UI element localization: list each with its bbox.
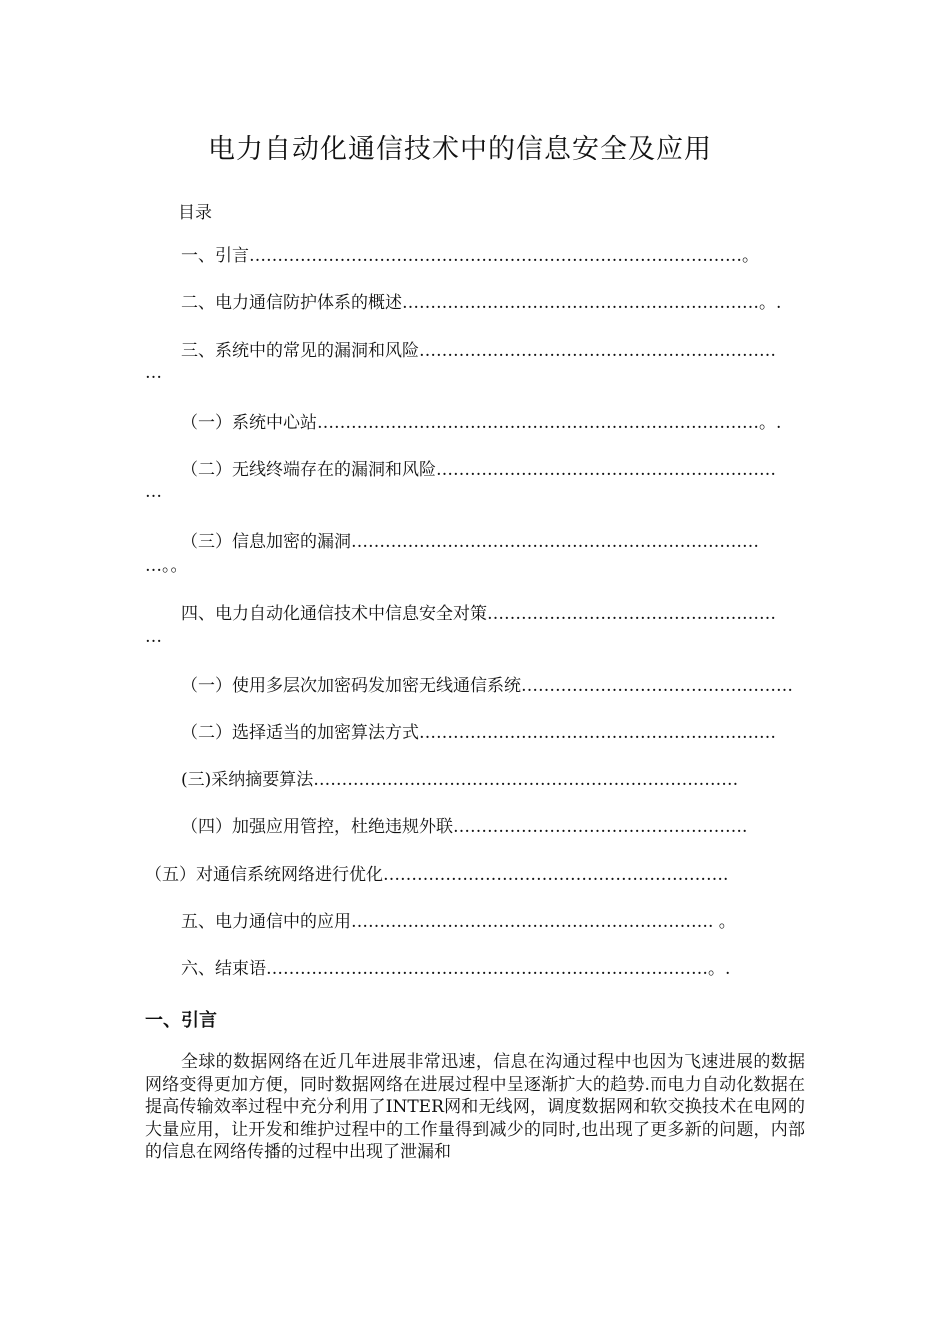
toc-heading: 目录 xyxy=(178,203,212,223)
toc-item-conclusion[interactable]: 六、结束语……………………………………………………………………。. xyxy=(181,959,731,979)
toc-item-central-station[interactable]: （一）系统中心站……………………………………………………………………。. xyxy=(181,413,782,433)
toc-item-encryption-vulnerability-cont: …。。 xyxy=(145,556,188,576)
toc-item-power-communication-application[interactable]: 五、电力通信中的应用………………………………………………………. 。 xyxy=(181,912,736,932)
toc-item-multilayer-encryption[interactable]: （一）使用多层次加密码发加密无线通信系统………………………………………… xyxy=(181,676,793,696)
toc-item-vulnerabilities-risks-cont: … xyxy=(145,363,162,383)
toc-item-application-control[interactable]: （四）加强应用管控，杜绝违规外联……………………………………………. xyxy=(181,817,748,837)
toc-item-wireless-terminal[interactable]: （二）无线终端存在的漏洞和风险…………………………………………………… xyxy=(181,460,776,480)
toc-item-protection-overview[interactable]: 二、电力通信防护体系的概述………………………………………………………。. xyxy=(181,293,782,313)
toc-item-digest-algorithm[interactable]: (三)采纳摘要算法………………………………………………………………… xyxy=(181,770,739,790)
toc-item-security-countermeasures[interactable]: 四、电力自动化通信技术中信息安全对策…………………………………………… xyxy=(181,604,776,624)
section-heading-introduction: 一、引言 xyxy=(145,1010,217,1031)
toc-item-network-optimization[interactable]: （五）对通信系统网络进行优化……………………………………………………. xyxy=(145,865,729,885)
document-title: 电力自动化通信技术中的信息安全及应用 xyxy=(208,134,712,165)
toc-item-wireless-terminal-cont: … xyxy=(145,482,162,502)
toc-item-encryption-algorithm[interactable]: （二）选择适当的加密算法方式……………………………………………………… xyxy=(181,723,776,743)
body-paragraph: 全球的数据网络在近几年进展非常迅速，信息在沟通过程中也因为飞速进展的数据网络变得更加方便，同时数据网络在进展过程中呈逐渐扩大的趋势.而电力自动化数据在提高传输效率过程中充分利用了INTER网和无线网，调度数据网和软交换技术在电网的大量应用，让开发和维护过程中的工作量得到减少的同时,也出现了更多新的问题，内部的信息在网络传播的过程中出现了泄漏和 xyxy=(145,1052,805,1162)
toc-item-introduction[interactable]: 一、引言……………………………………………………………………………。 xyxy=(181,246,759,266)
toc-item-encryption-vulnerability[interactable]: （三）信息加密的漏洞……………………………………………………………… xyxy=(181,532,759,552)
toc-item-security-countermeasures-cont: … xyxy=(145,627,162,647)
toc-item-vulnerabilities-risks[interactable]: 三、系统中的常见的漏洞和风险……………………………………………………… xyxy=(181,341,776,361)
